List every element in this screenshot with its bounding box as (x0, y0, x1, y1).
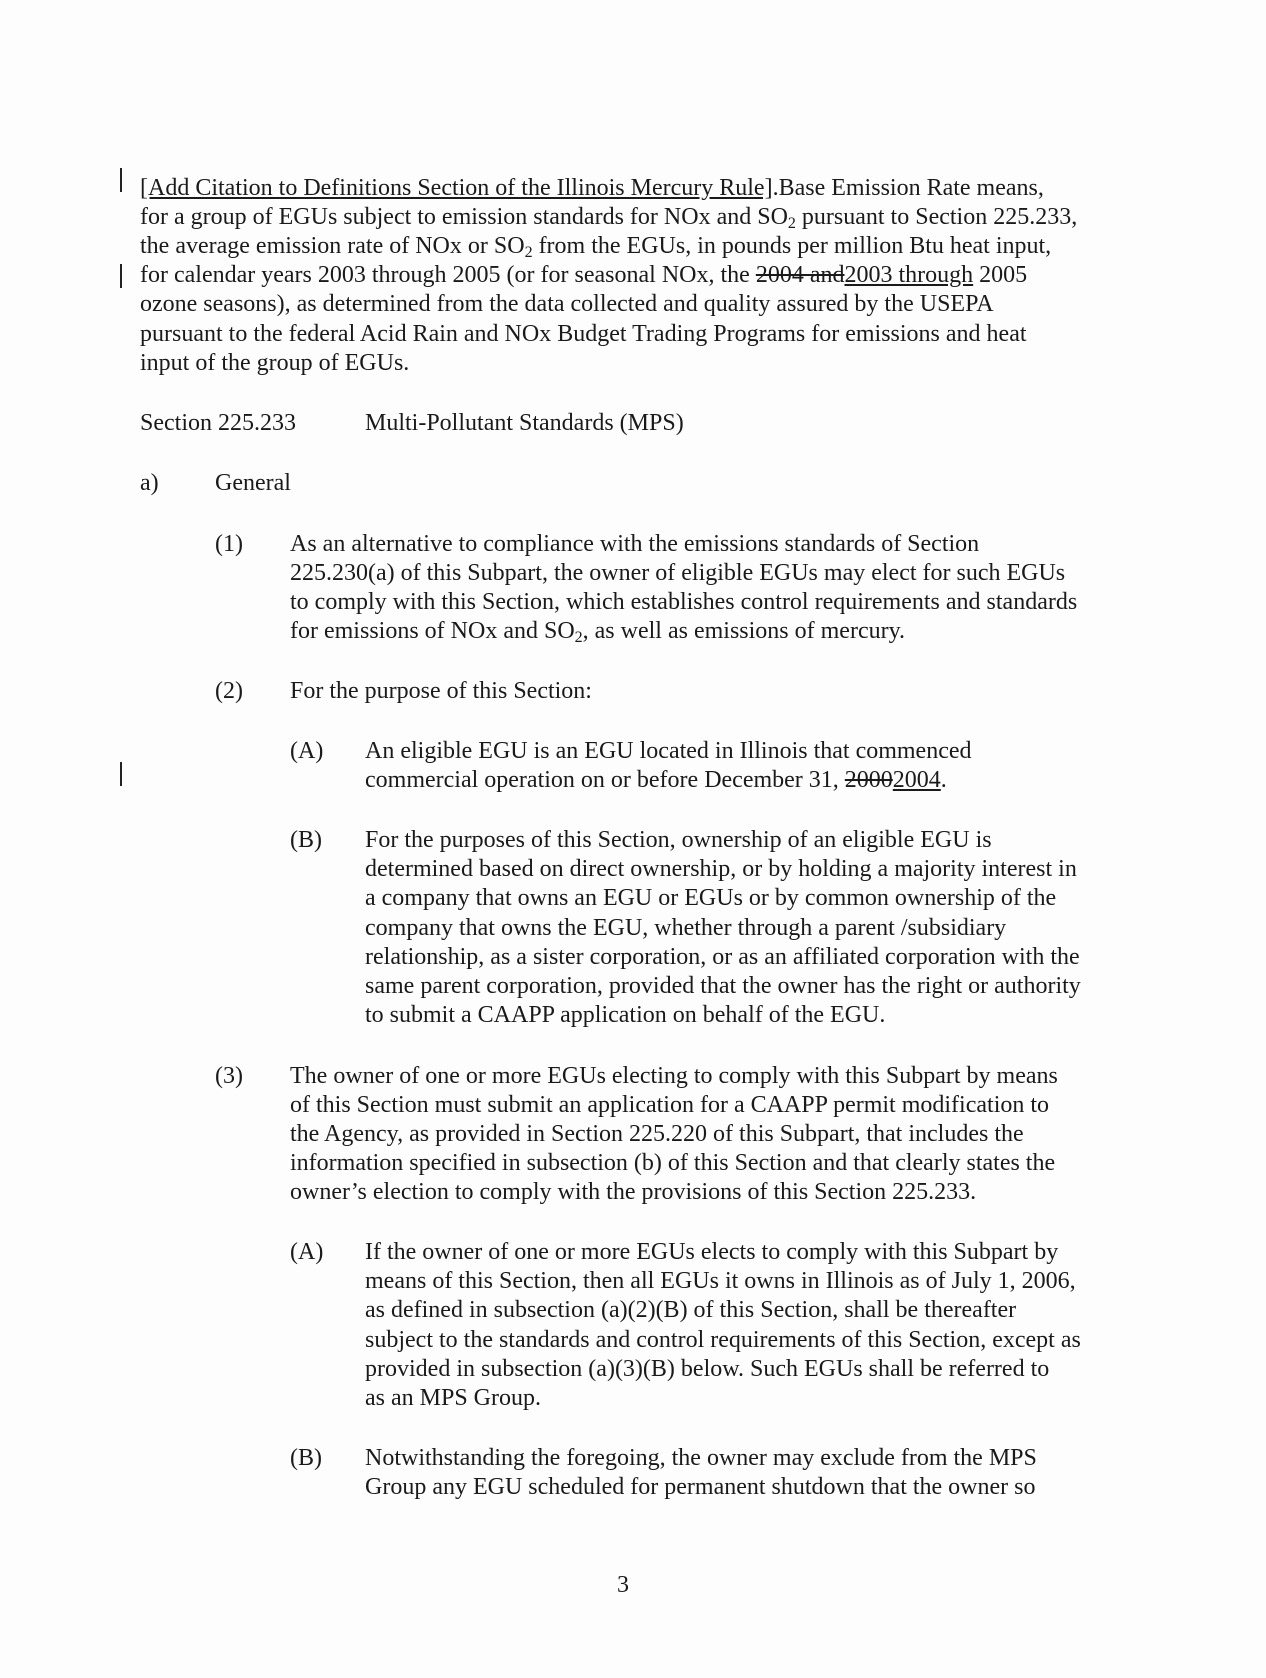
section-title: Multi-Pollutant Standards (MPS) (365, 410, 684, 436)
item-line: to submit a CAAPP application on behalf of the EGU. (365, 1002, 886, 1028)
paragraph-line: owner’s election to comply with the provisions of this Section 225.233. (290, 1179, 977, 1205)
paragraph-line: to comply with this Section, which establishes control requirements and standards (290, 589, 1078, 615)
item-line: commercial operation on or before December 31, 20002004. (365, 767, 947, 793)
section-number: Section 225.233 (140, 410, 296, 436)
revision-bar (120, 168, 122, 192)
item-line: Group any EGU scheduled for permanent shutdown that the owner so (365, 1474, 1036, 1500)
paragraph-line: the Agency, as provided in Section 225.220 of this Subpart, that includes the (290, 1121, 1024, 1147)
item-line: same parent corporation, provided that the owner has the right or authority (365, 973, 1081, 999)
definition-line: ozone seasons), as determined from the data collected and quality assured by the USEPA (140, 291, 994, 317)
item-line: For the purposes of this Section, ownership of an eligible EGU is (365, 827, 992, 853)
definition-line: for calendar years 2003 through 2005 (or for seasonal NOx, the 2004 and2003 through 2005 (140, 262, 1028, 288)
subsection-title: General (215, 470, 291, 496)
item-line: means of this Section, then all EGUs it owns in Illinois as of July 1, 2006, (365, 1268, 1076, 1294)
paragraph-line: For the purpose of this Section: (290, 678, 592, 704)
paragraph-line: information specified in subsection (b) of this Section and that clearly states the (290, 1150, 1056, 1176)
definition-line: the average emission rate of NOx or $SO_2$ from the EGUs, in pounds per million Btu heat input, (140, 233, 1052, 261)
item-label: (A) (290, 738, 324, 764)
item-label: (A) (290, 1239, 324, 1265)
paragraph-label: (2) (215, 678, 243, 704)
item-line: as defined in subsection (a)(2)(B) of this Section, shall be thereafter (365, 1297, 1017, 1323)
item-line: An eligible EGU is an EGU located in Illinois that commenced (365, 738, 972, 764)
item-line: a company that owns an EGU or EGUs or by common ownership of the (365, 885, 1057, 911)
definition-line: pursuant to the federal Acid Rain and NOx Budget Trading Programs for emissions and heat (140, 321, 1027, 347)
paragraph-line: for emissions of NOx and $SO_2$, as well as emissions of mercury. (290, 618, 906, 646)
item-line: subject to the standards and control requirements of this Section, except as (365, 1327, 1081, 1353)
paragraph-line: of this Section must submit an application for a CAAPP permit modification to (290, 1092, 1050, 1118)
paragraph-line: 225.230(a) of this Subpart, the owner of eligible EGUs may elect for such EGUs (290, 560, 1066, 586)
paragraph-label: (1) (215, 531, 243, 557)
definition-line: for a group of EGUs subject to emission standards for NOx and $SO_2$ pursuant to Section 225.233, (140, 204, 1078, 232)
item-line: company that owns the EGU, whether through a parent /subsidiary (365, 915, 1007, 941)
revision-bar (120, 762, 122, 786)
item-line: Notwithstanding the foregoing, the owner may exclude from the MPS (365, 1445, 1037, 1471)
item-label: (B) (290, 827, 322, 853)
paragraph-line: The owner of one or more EGUs electing to comply with this Subpart by means (290, 1063, 1058, 1089)
definition-line: [Add Citation to Definitions Section of the Illinois Mercury Rule].Base Emission Rate means, (140, 175, 1044, 201)
item-line: If the owner of one or more EGUs elects to comply with this Subpart by (365, 1239, 1059, 1265)
item-line: relationship, as a sister corporation, or as an affiliated corporation with the (365, 944, 1080, 970)
item-label: (B) (290, 1445, 322, 1471)
item-line: as an MPS Group. (365, 1385, 542, 1411)
page-number: 3 (617, 1572, 629, 1598)
item-line: provided in subsection (a)(3)(B) below. Such EGUs shall be referred to (365, 1356, 1050, 1382)
deleted-text: 2000 (844, 767, 893, 793)
paragraph-line: As an alternative to compliance with the emissions standards of Section (290, 531, 980, 557)
citation-placeholder: [Add Citation to Definitions Section of the Illinois Mercury Rule] (140, 175, 773, 201)
inserted-text: 2004 (892, 767, 941, 793)
deleted-text: 2004 and (755, 262, 845, 288)
definition-line: input of the group of EGUs. (140, 350, 410, 376)
inserted-text: 2003 through (844, 262, 974, 288)
paragraph-label: (3) (215, 1063, 243, 1089)
item-line: determined based on direct ownership, or by holding a majority interest in (365, 856, 1077, 882)
subsection-label: a) (140, 470, 159, 496)
revision-bar (120, 264, 122, 288)
